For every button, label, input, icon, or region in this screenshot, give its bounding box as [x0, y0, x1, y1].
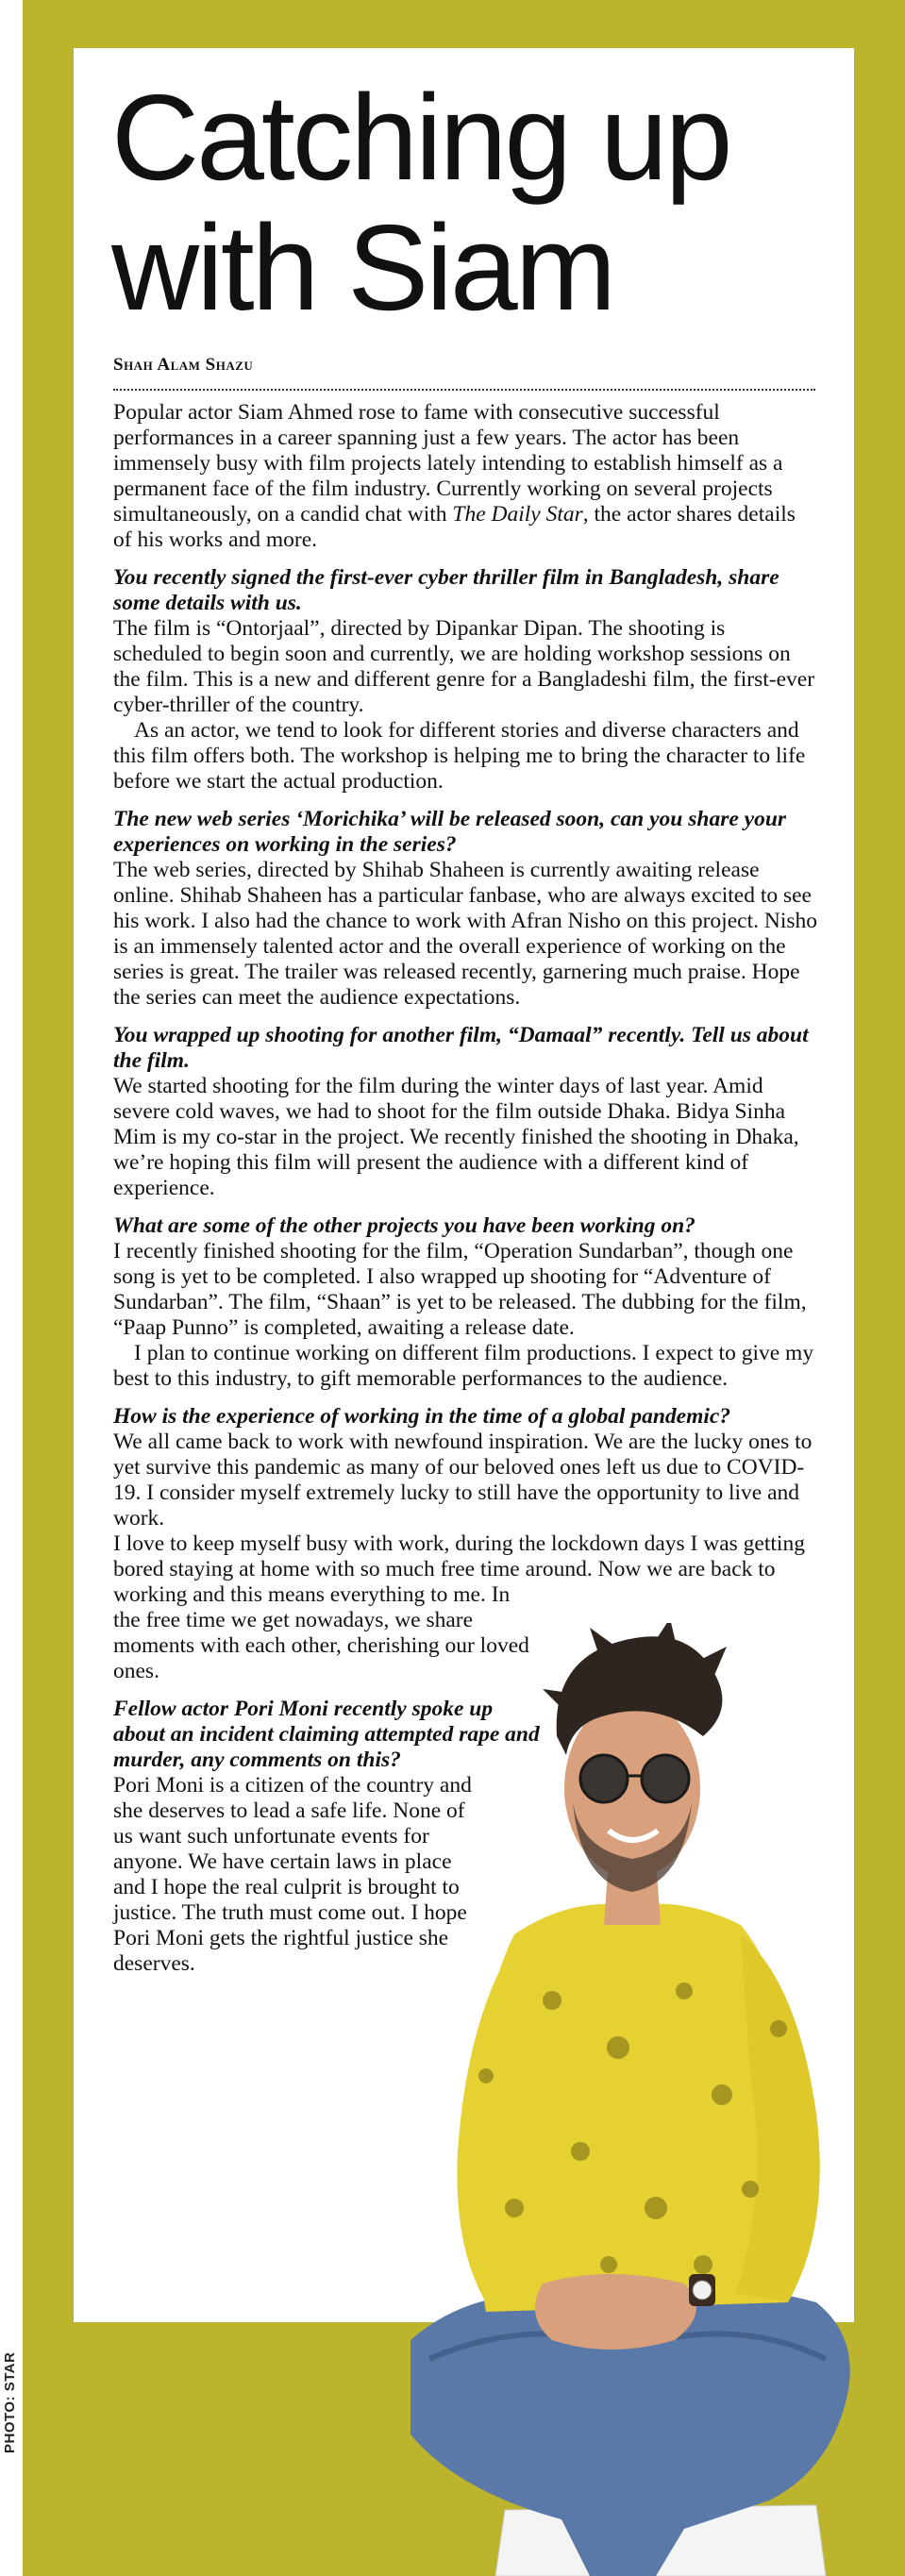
headline	[111, 70, 829, 336]
answer-5: We all came back to work with newfound inspiration. We are the lucky ones to yet survive this pandemic as many of our beloved ones left us due to COVID-19. I consider myself extremely lucky to still have the opportunity to live and work.	[113, 1430, 813, 1531]
answer-5-wrap: the free time we get nowadays, we share moments with each other, cherishing our loved ones.	[113, 1608, 529, 1683]
answer-3: We started shooting for the film during the winter days of last year. Amid severe cold waves, we had to shoot for the film outside Dhaka. Bidya Sinha Mim is my co-star in the project. We recently finished the shooting in Dhaka, we’re hoping this film will present the audience with a different kind of experience.	[113, 1074, 799, 1200]
answer-5-cont: I love to keep myself busy with work, during the lockdown days I was getting bored staying at home with so much free time around. Now we are back to working and this means everything to me. In	[113, 1531, 805, 1607]
question-5: How is the experience of working in the time of a global pandemic?	[113, 1404, 731, 1429]
question-6: Fellow actor Pori Moni recently spoke up about an incident claiming attempted rape and murder, any comments on this?	[113, 1697, 540, 1772]
answer-1-cont: As an actor, we tend to look for different stories and diverse characters and this film offers both. The workshop is helping me to bring the character to life before we start the actual production.	[113, 718, 806, 794]
actor-portrait	[373, 1623, 878, 2576]
answer-4: I recently finished shooting for the film, “Operation Sundarban”, though one song is yet to be completed. I also wrapped up shooting for “Adventure of Sundarban”. The film, “Shaan” is yet to be released. The dubbing for the film, “Paap Punno” is completed, awaiting a release date.	[113, 1239, 807, 1340]
photo-credit: PHOTO: STAR	[2, 2351, 18, 2453]
answer-1: The film is “Ontorjaal”, directed by Dipankar Dipan. The shooting is scheduled to begin soon and currently, we are holding workshop sessions on the film. This is a new and different genre for a Bangladeshi film, the first-ever cyber-thriller of the country.	[113, 616, 815, 717]
question-2: The new web series ‘Morichika’ will be released soon, can you share your experiences on working in the series?	[113, 807, 787, 857]
intro-paragraph: Popular actor Siam Ahmed rose to fame with consecutive successful performances in a career spanning just a few years. The actor has been immensely busy with film projects lately intending to establish himself as a permanent face of the film industry. Currently working on several projects simultaneously, on a candid chat with The Daily Star, the actor shares details of his works and more.	[113, 400, 796, 552]
dotted-divider	[113, 389, 815, 391]
publication-name: The Daily Star	[452, 502, 583, 527]
headline-line-2: with Siam	[111, 200, 614, 336]
answer-4-cont: I plan to continue working on different film productions. I expect to give my best to this industry, to gift memorable performances to the audience.	[113, 1341, 814, 1391]
byline: Shah Alam Shazu	[113, 355, 254, 375]
answer-2: The web series, directed by Shihab Shaheen is currently awaiting release online. Shihab Shaheen has a particular fanbase, who are always excited to see his work. I also had the chance to work with Afran Nisho on this project. Nisho is an immensely talented actor and the overall experience of working on the series is great. The trailer was released recently, garnering much praise. Hope the series can meet the audience expectations.	[113, 858, 817, 1010]
headline-line-1: Catching up	[111, 70, 730, 206]
question-4: What are some of the other projects you have been working on?	[113, 1213, 696, 1238]
question-1: You recently signed the first-ever cyber thriller film in Bangladesh, share some details with us.	[113, 565, 779, 615]
question-3: You wrapped up shooting for another film, “Damaal” recently. Tell us about the film.	[113, 1023, 809, 1073]
answer-6: Pori Moni is a citizen of the country and she deserves to lead a safe life. None of us want such unfortunate events for anyone. We have certain laws in place and I hope the real culprit is brought to justice. The truth must come out. I hope Pori Moni gets the rightful justice she deserves.	[113, 1773, 472, 1976]
